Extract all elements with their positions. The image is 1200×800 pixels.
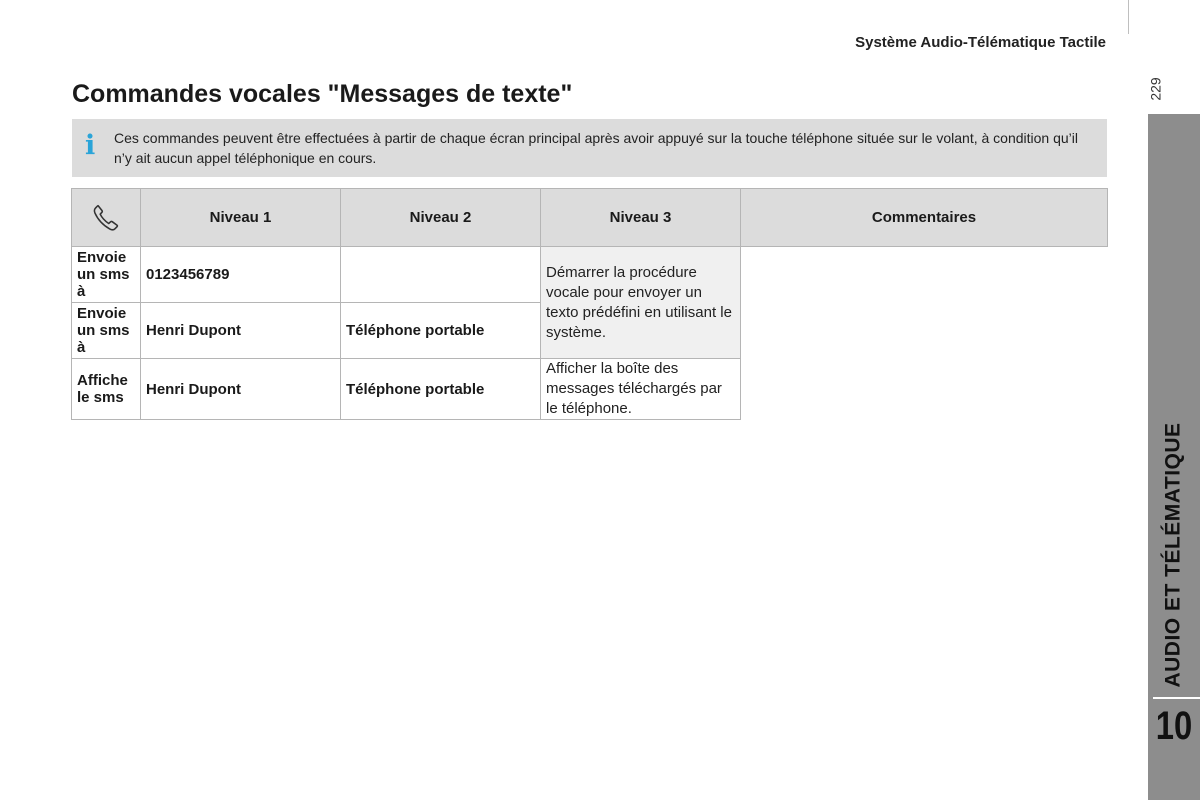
table-row — [72, 359, 1108, 420]
comment-show-sms: Afficher la boîte des messages téléchargés par le téléphone. — [541, 359, 741, 420]
row-2-level-3: Téléphone portable — [341, 303, 541, 359]
chapter-tab-divider — [1153, 697, 1200, 699]
top-rule — [1128, 0, 1129, 34]
section-title: Commandes vocales "Messages de texte" — [72, 80, 573, 108]
row-2-level-1: Envoie un sms à — [72, 303, 141, 359]
info-icon: i — [85, 130, 96, 161]
running-header: Système Audio-Télématique Tactile — [855, 34, 1106, 51]
phone-handset-icon — [89, 201, 123, 235]
header-niveau-1: Niveau 1 — [141, 189, 341, 247]
table-row — [72, 247, 1108, 303]
header-niveau-3: Niveau 3 — [541, 189, 741, 247]
row-3-level-2: Henri Dupont — [141, 359, 341, 420]
chapter-number: 10 — [1155, 704, 1193, 748]
page-number-text: 229 — [1147, 77, 1164, 101]
info-box — [72, 119, 1107, 177]
phone-icon-box — [78, 189, 135, 246]
voice-commands-table — [71, 188, 1108, 420]
chapter-tab-label — [1148, 420, 1200, 690]
table-icon-cell — [72, 189, 141, 247]
table-header-row — [72, 189, 1108, 247]
row-1-level-2: 0123456789 — [141, 247, 341, 303]
header-niveau-2: Niveau 2 — [341, 189, 541, 247]
chapter-tab-label-text: AUDIO ET TÉLÉMATIQUE — [1162, 422, 1186, 688]
comment-send-sms: Démarrer la procédure vocale pour envoyer un texto prédéfini en utilisant le système. — [541, 247, 741, 359]
row-2-level-2: Henri Dupont — [141, 303, 341, 359]
row-1-level-3 — [341, 247, 541, 303]
page-number — [1142, 72, 1170, 106]
row-3-level-1: Affiche le sms — [72, 359, 141, 420]
row-3-level-3: Téléphone portable — [341, 359, 541, 420]
row-1-level-1: Envoie un sms à — [72, 247, 141, 303]
header-commentaires: Commentaires — [741, 189, 1108, 247]
info-text: Ces commandes peuvent être effectuées à partir de chaque écran principal après avoir appuyé sur la touche téléphone située sur le volant, à condition qu’il n’y ait aucun appel téléphonique en cours. — [114, 130, 1078, 166]
